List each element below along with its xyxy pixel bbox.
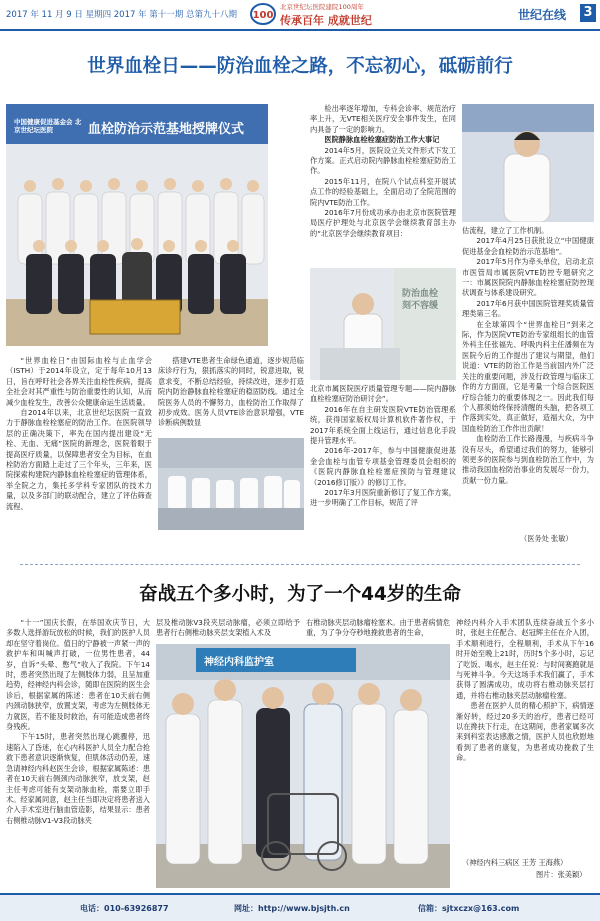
paragraph: 2016年在自主研发医院VTE防治管理系统，获得国家版权局计算机软件著作权，于2017年系统全面上线运行，通过信息化手段提升管理水平。 — [310, 404, 456, 446]
paragraph: 搭建VTE患者生命绿色通道，逐步规范临床诊疗行为，狠抓落实的同时，锐意进取，锐意求变，不断总结经验，持续改进，逐步打造院内防治静脉血栓栓塞症的稳固防线。通过全院医务人员的不懈努力，血栓防治工作取得了初步成效。医务人员VTE诊治意识增强，VTE诊断病例数显 — [158, 356, 304, 428]
article1-column-2 — [158, 356, 304, 434]
paragraph: 2015年11月，在院八个试点科室开展试点工作的经验基础上，全面启动了全院范围的院内VTE防治工作。 — [310, 176, 456, 207]
page-number: 3 — [580, 4, 596, 22]
paragraph: 血栓防治工作长路漫漫，与疾病斗争没有尽头，希望通过我们的努力，能够引领更多的医院参与到血栓防治工作中，为推动我国血栓防治事业的发展尽一份力，贡献一份力量。 — [462, 434, 594, 485]
photo-credit: 图片：张美颖） — [536, 870, 587, 879]
article2-title: 奋战五个多小时，为了一个44岁的生命 — [139, 584, 461, 605]
paragraph: 2014年5月，医院设立关文件形式下发工作方案。正式启动院内静脉血栓栓塞症防治工作。 — [310, 145, 456, 176]
footer-email[interactable]: 信箱：sjtxczx@163.com — [418, 904, 520, 913]
paragraph: 2017年3月医院重新修订了复工作方案，进一步明确了工作目标，规范了评 — [310, 488, 456, 508]
issue-date: 2017 年 11 月 9 日 星期四 2017 年 第十一期 总第九十八期 — [6, 10, 238, 20]
article1-title: 世界血栓日——防治血栓之路，不忘初心，砥砺前行 — [87, 56, 513, 77]
paragraph: 层及椎动脉V3段夹层动脉瘤，必须立即给予患者行右侧椎动脉夹层支架植入术及 — [156, 618, 300, 638]
paragraph: “十一”国庆长假，在举国欢庆节日，大多数人选择游玩放松的时候，我们的医护人员却在坚守着岗位。值日的宁静被一声紧一声的救护车和叫喊声打破，一位男性患者，44岁，自诉“头晕、憋气”收入了我院。下午14时，患者突然出现了左侧肢体力弱，且呈加重趋势，经神经内科会诊，随即在医院的医生会诊后，根据家属的陈述：患者在10天前右侧内颈动脉狭窄，放置支架，考虑为左侧肢体无力就医，若不能及时救治，有可能造成患者终身残疾。 — [6, 618, 150, 732]
ward-sign: 神经内科监护室 — [204, 657, 274, 668]
banner-organization: 中国健康促进基金会 北京世纪坛医院 — [14, 118, 82, 134]
article2-column-3 — [306, 618, 450, 640]
hospital-anniversary: 北京世纪坛医院建院100周年 — [280, 3, 364, 11]
anniversary-slogan: 传承百年 成就世纪 — [280, 14, 372, 27]
masthead — [0, 0, 600, 30]
doctor-portrait-photo — [462, 104, 594, 222]
banner-text: 血栓防治示范基地授牌仪式 — [88, 122, 245, 137]
doctor-portrait-graphic — [462, 104, 594, 222]
article-separator — [20, 564, 580, 566]
svg-text:100: 100 — [252, 10, 274, 21]
article1-column-4 — [462, 226, 594, 526]
paragraph: 在全球第四个“世界血栓日”到来之际，作为医院VTE防治专家组组长的血管外科主任张福先、呼吸内科主任潘频在为医院今后的工作提出了建议与期望，他们说道：VTE的防治工作是当前国内外广泛关注的重要问题，涉及行政管理与临床工作的方方面面，它是考量一个综合医院医疗综合能力的重要体现之一。因此我们每个人都须始终保持清醒的头脑，把各项工作落到实处，真正做好，造福大众，为中国血栓防治工作作出贡献！ — [462, 319, 594, 433]
speaker-photo — [310, 268, 456, 380]
paragraph: “世界血栓日”由国际血栓与止血学会（ISTH）于2014年设立，定于每年10月13日，旨在呼吁社会各界关注血栓性疾病，提高全社会对其严重性与防治重要性的认知，从而减少血栓发生，改善公众健康命运生活质量。 — [6, 356, 152, 407]
paragraph: 患者在医护人员的精心照护下，病情逐渐好转，经过20多天的治疗，患者已经可以在搀扶下行走，在这期间，患者家属多次来到科室表达感激之情，医护人员也欣慰地看到了患者的康复，为患者成功挽救了生命。 — [456, 701, 594, 763]
paragraph: 2016年-2017年，参与中国健康促进基金会血栓与血管专项基金管理委员会组织的《医院内静脉血栓栓塞症预防与管理建议（2016修订版）》的修订工作。 — [310, 446, 456, 487]
hospital-logo-icon — [250, 2, 276, 26]
slogan-sign: 防治血栓 刻不容缓 — [402, 289, 439, 311]
article2-column-2 — [156, 618, 300, 640]
meeting-photo — [158, 438, 304, 530]
column-name: 世纪在线 — [518, 8, 567, 22]
subheading: 医院静脉血栓栓塞症防治工作大事记 — [324, 135, 440, 145]
ceremony-photo-graphic — [6, 104, 268, 346]
paragraph: 北京市属医院医疗质量管理专题——院内静脉血栓栓塞症防治研讨会”。 — [310, 384, 456, 404]
meeting-photo-graphic — [158, 438, 304, 530]
header-rule — [0, 29, 600, 31]
ward-staff-graphic — [156, 644, 450, 888]
paragraph: 神经内科介入手术团队连续奋战五个多小时，张赵主任配合、赵冠辉主任在介入团，手术顺利进行，全程顺利，手术从下午16时开始至晚上21时，历时5个多小时，忘记了吃饭、喝水，赵主任说：与时间赛跑就是与死神斗争。今天这场手术我们赢了，手术获得了圆满成功，成功将右椎动脉夹层打通，并将右椎动脉夹层动脉瘤栓塞。 — [456, 618, 594, 700]
article1-column-3-bottom — [310, 384, 456, 532]
article2-column-1 — [6, 618, 150, 890]
speaker-photo-graphic — [310, 268, 456, 380]
article1-column-3-top — [310, 104, 456, 264]
paragraph: 检出率逐年增加，专科会诊率、规范治疗率上升，无VTE相关医疗安全事件发生，在同内具备了一定的影响力。 — [310, 104, 456, 134]
paragraph: 自2014年以来，北京世纪坛医院一直致力于静脉血栓栓塞症的防治工作。在医院领导层的正确决策下，率先在国内提出建设“无栓、无血、无痛”医院的新理念，医院着眼于提高医疗质量，以保障患者安全为目标，在血栓防治方面踏上走过了三个年头，三年来，医院探索构建院内静脉血栓栓塞症的管理体系，举全院之力，集托多学科专家团队的技术力量，以及多部门的联动配合，建立了评估筛查流程、 — [6, 408, 152, 511]
paragraph: 右椎动脉夹层动脉瘤栓塞术。由于患者病情危重，为了争分夺秒地挽救患者的生命， — [306, 618, 450, 638]
footer-website[interactable]: 网址：http://www.bjsjth.cn — [234, 904, 350, 913]
paragraph: 2017年5月作为牵头单位，启动北京市医管局市属医院VTE防控专题研究之一：市属医院院内静脉血栓栓塞症防控现状调查与体系建设研究。 — [462, 257, 594, 298]
paragraph: 2017年4月25日获批设立“中国健康促进基金会血栓防治示范基地”。 — [462, 236, 594, 256]
paragraph: 2017年6月获中国医院管理奖质量管理类第三名。 — [462, 298, 594, 319]
article1-column-1 — [6, 356, 152, 530]
ward-staff-photo — [156, 644, 450, 888]
footer-phone: 电话：010-63926877 — [80, 904, 169, 913]
paragraph: 下午15时，患者突然出现心跳骤停，迅速陷入了昏迷，在心内科医护人员全力配合抢救下患者意识逐渐恢复，但肌体活动仍差，速急请神经内科赵医生会诊，根据家属陈述：患者在10天前右侧颈内动脉狭窄，放支架，赵主任考虑可能有支架动脉血栓，需要立即手术。经家属同意，赵主任当即决定将患者送入介入手术室进行脑血管造影，结果显示：患者右侧椎动脉V1-V3段动脉夹 — [6, 732, 150, 825]
article2-signature: （神经内科三病区 王芳 王海燕） — [462, 858, 568, 867]
footer — [0, 893, 600, 921]
article2-column-4 — [456, 618, 594, 854]
paragraph: 2016年7月份成功承办由北京市医院管理局医疗护理处与北京医学会继续教育部主办的“北京医学会继续教育项目： — [310, 208, 456, 238]
article1-signature: （医务处 张敏） — [520, 534, 573, 543]
paragraph: 估流程，建立了工作机制。 — [462, 226, 549, 235]
ceremony-group-photo — [6, 104, 268, 346]
